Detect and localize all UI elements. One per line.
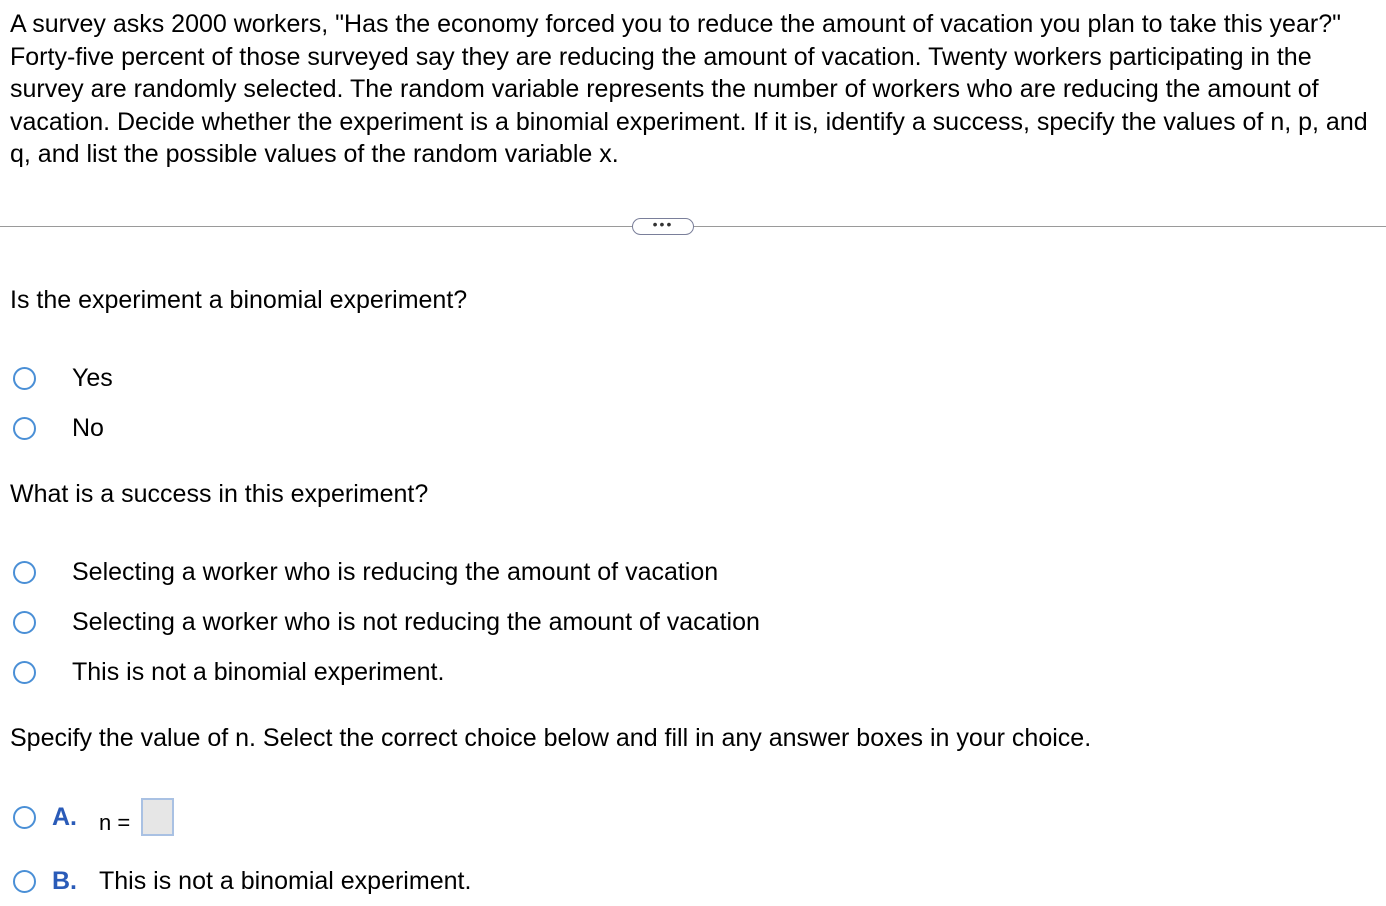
option-label: Selecting a worker who is reducing the amount of vacation: [72, 558, 719, 586]
option-success-not-reducing[interactable]: [13, 607, 760, 637]
choice-letter-a: A.: [52, 803, 77, 831]
option-label: Selecting a worker who is not reducing the amount of vacation: [72, 608, 760, 636]
radio-button[interactable]: [13, 367, 36, 390]
question-n-value: Specify the value of n. Select the correct choice below and fill in any answer boxes in your choice.: [10, 724, 1092, 752]
choice-a[interactable]: [13, 802, 131, 835]
option-label: Yes: [72, 364, 113, 392]
expand-button[interactable]: •••: [632, 218, 694, 235]
option-yes[interactable]: [13, 363, 113, 393]
question-success: What is a success in this experiment?: [10, 480, 429, 508]
n-answer-box[interactable]: [141, 798, 174, 836]
choice-b-text: This is not a binomial experiment.: [99, 867, 472, 895]
problem-statement: A survey asks 2000 workers, "Has the economy forced you to reduce the amount of vacation you plan to take this year?" Forty-five percent of those surveyed say they are reducing the amount of vacation. Twenty workers participating in the survey are randomly selected. The random variable represents the number of workers who are reducing the amount of vacation. Decide whether the experiment is a binomial experiment. If it is, identify a success, specify the values of n, p, and q, and list the possible values of the random variable x.: [10, 10, 1368, 168]
radio-button[interactable]: [13, 561, 36, 584]
radio-button[interactable]: [13, 870, 36, 893]
option-no[interactable]: [13, 413, 104, 443]
radio-button[interactable]: [13, 611, 36, 634]
option-label: This is not a binomial experiment.: [72, 658, 445, 686]
n-equals-label: n =: [99, 810, 131, 835]
choice-letter-b: B.: [52, 867, 77, 895]
radio-button[interactable]: [13, 661, 36, 684]
option-not-binomial[interactable]: [13, 657, 445, 687]
choice-b[interactable]: [13, 866, 472, 896]
radio-button[interactable]: [13, 806, 36, 829]
radio-button[interactable]: [13, 417, 36, 440]
option-label: No: [72, 414, 104, 442]
question-binomial: Is the experiment a binomial experiment?: [10, 286, 468, 314]
option-success-reducing[interactable]: [13, 557, 719, 587]
